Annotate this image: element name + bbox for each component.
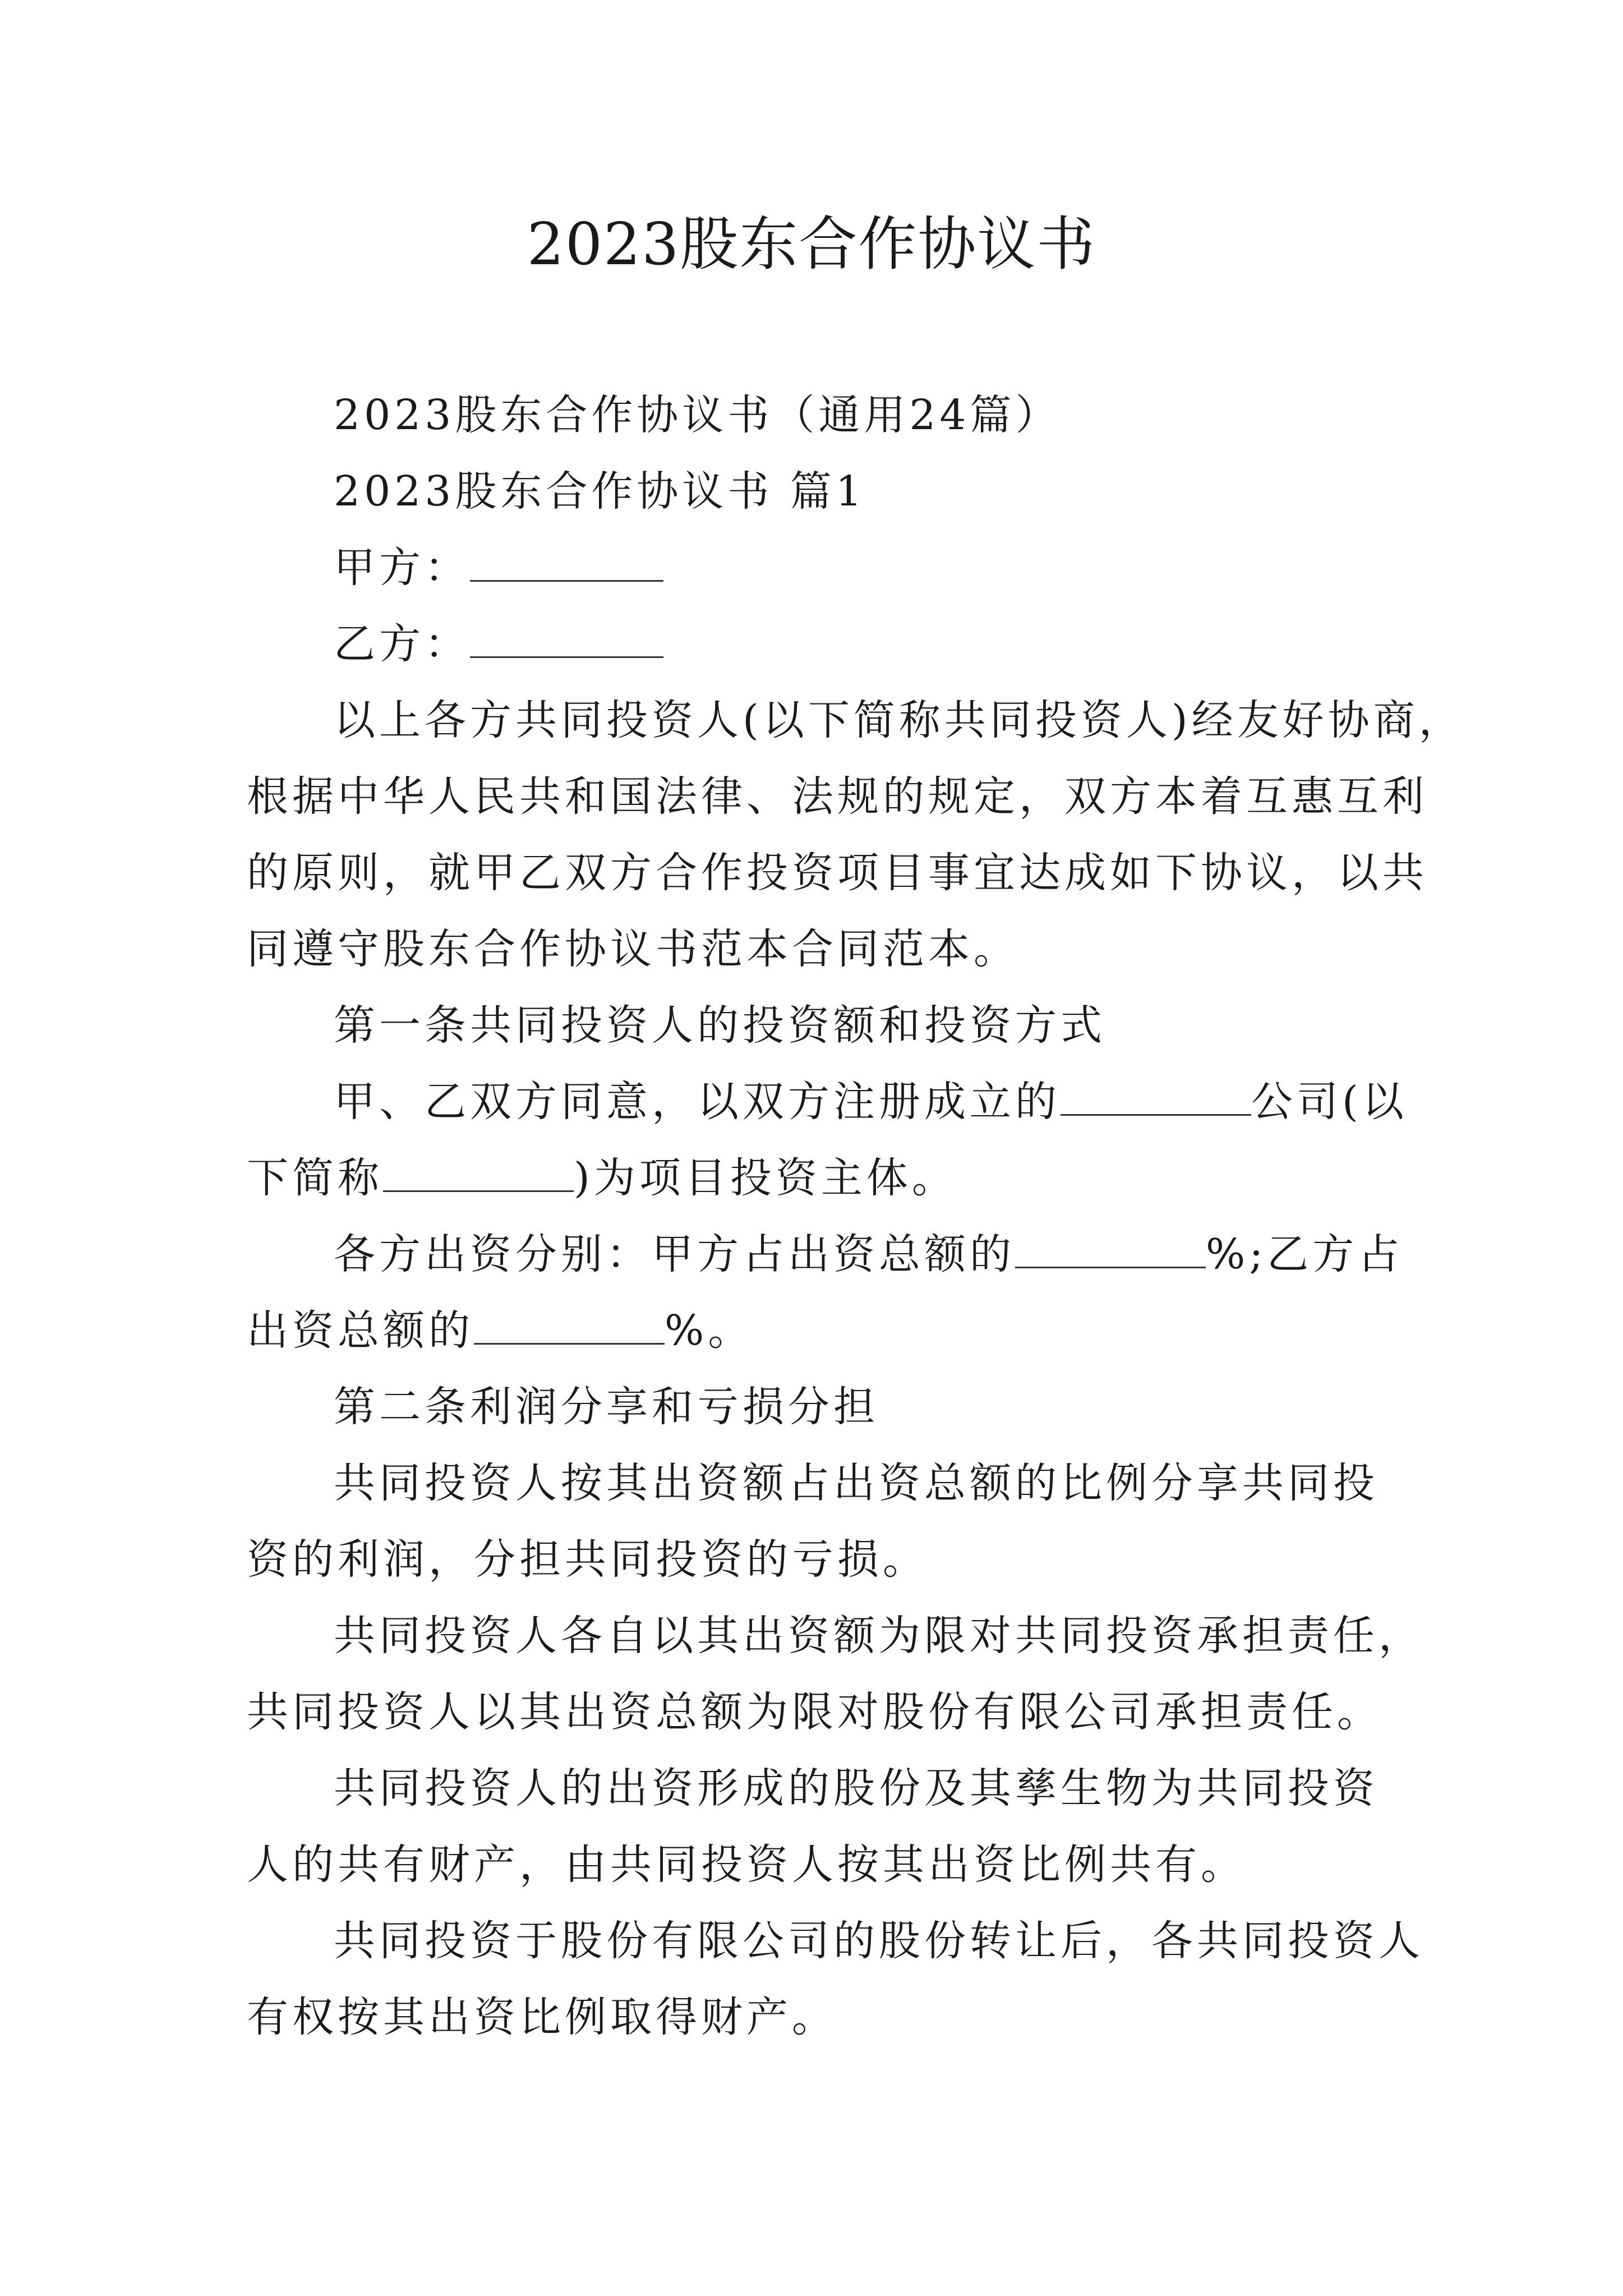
paragraph-line: 人的共有财产，由共同投资人按其出资比例共有。 <box>247 1841 1246 1889</box>
paragraph-line: 共同投资人按其出资额占出资总额的比例分享共同投 <box>334 1459 1378 1507</box>
section-heading: 2023股东合作协议书 篇1 <box>334 467 866 516</box>
short-name-blank <box>383 1157 574 1192</box>
paragraph-text: 公司(以 <box>1251 1078 1408 1126</box>
paragraph-text: 各方出资分别：甲方占出资总额的 <box>334 1230 1015 1278</box>
paragraph-line: 根据中华人民共和国法律、法规的规定，双方本着互惠互利 <box>247 772 1428 821</box>
paragraph-text: %。 <box>665 1306 754 1355</box>
article-heading: 第二条利润分享和亏损分担 <box>334 1383 879 1431</box>
party-b-line <box>334 616 663 672</box>
paragraph-text: )为项目投资主体。 <box>574 1154 957 1202</box>
paragraph-line <box>334 1074 1408 1130</box>
subtitle: 2023股东合作协议书（通用24篇） <box>334 391 1061 439</box>
paragraph-line: 同遵守股东合作协议书范本合同范本。 <box>247 925 1019 973</box>
party-b-label: 乙方： <box>334 620 470 668</box>
document-title: 2023股东合作协议书 <box>527 210 1096 278</box>
paragraph-line: 的原则，就甲乙双方合作投资项目事宜达成如下协议，以共 <box>247 849 1428 897</box>
paragraph-line: 共同投资人各自以其出资额为限对共同投资承担责任， <box>334 1612 1424 1660</box>
party-a-share-blank <box>1015 1233 1206 1268</box>
party-b-share-blank <box>474 1309 665 1345</box>
paragraph-text: 下简称 <box>247 1154 383 1202</box>
paragraph-line <box>247 1150 957 1206</box>
paragraph-line: 共同投资人以其出资总额为限对股份有限公司承担责任。 <box>247 1688 1382 1736</box>
company-name-blank <box>1061 1080 1251 1116</box>
paragraph-line <box>247 1303 753 1359</box>
party-a-blank <box>470 546 663 582</box>
paragraph-line: 共同投资于股份有限公司的股份转让后，各共同投资人 <box>334 1917 1424 1965</box>
party-b-blank <box>470 623 663 658</box>
party-a-label: 甲方： <box>334 544 470 592</box>
paragraph-line <box>334 1226 1403 1282</box>
article-heading: 第一条共同投资人的投资额和投资方式 <box>334 1001 1106 1050</box>
paragraph-line: 资的利润，分担共同投资的亏损。 <box>247 1535 928 1584</box>
paragraph-text: %;乙方占 <box>1206 1230 1404 1278</box>
paragraph-text: 出资总额的 <box>247 1306 474 1355</box>
paragraph-line: 以上各方共同投资人(以下简称共同投资人)经友好协商， <box>334 696 1464 744</box>
paragraph-text: 甲、乙双方同意，以双方注册成立的 <box>334 1078 1061 1126</box>
paragraph-line: 有权按其出资比例取得财产。 <box>247 1993 837 2041</box>
paragraph-line: 共同投资人的出资形成的股份及其孳生物为共同投资 <box>334 1764 1378 1812</box>
party-a-line <box>334 540 663 596</box>
